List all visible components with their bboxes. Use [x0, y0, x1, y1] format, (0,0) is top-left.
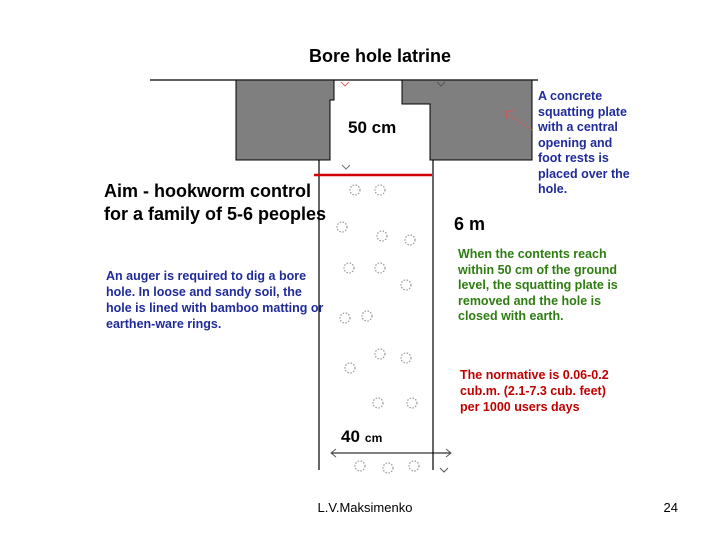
squatting-plate-left	[236, 80, 334, 160]
aim-heading: Aim - hookworm control for a family of 5-6 peoples	[104, 181, 327, 224]
page-title: Bore hole latrine	[308, 46, 452, 66]
opening-mark-top	[341, 82, 349, 86]
depth-label: 6 m	[454, 214, 486, 234]
diameter-unit: cm	[364, 431, 383, 445]
plate-note: A concrete squatting plate with a central opening and foot rests is placed over the hole.	[538, 89, 630, 196]
depth-mark-bottom	[440, 468, 448, 472]
page-number: 24	[663, 500, 678, 515]
diameter-value: 40	[341, 427, 360, 446]
contents-note: When the contents reach within 50 cm of the ground level, the squatting plate is removed and the hole is closed with earth.	[458, 247, 618, 324]
normative-note: The normative is 0.06-0.2 cub.m. (2.1-7.3 cub. feet) per 1000 users days	[460, 368, 609, 414]
squatting-plate-right	[402, 80, 532, 160]
footer-author: L.V.Maksimenko	[317, 500, 413, 515]
opening-width-label: 50 cm	[348, 118, 397, 137]
opening-mark-bottom	[342, 165, 350, 169]
diameter-label	[341, 427, 382, 447]
auger-note: An auger is required to dig a bore hole. In loose and sandy soil, the hole is lined with bamboo matting or earthen-ware rings.	[106, 269, 324, 331]
